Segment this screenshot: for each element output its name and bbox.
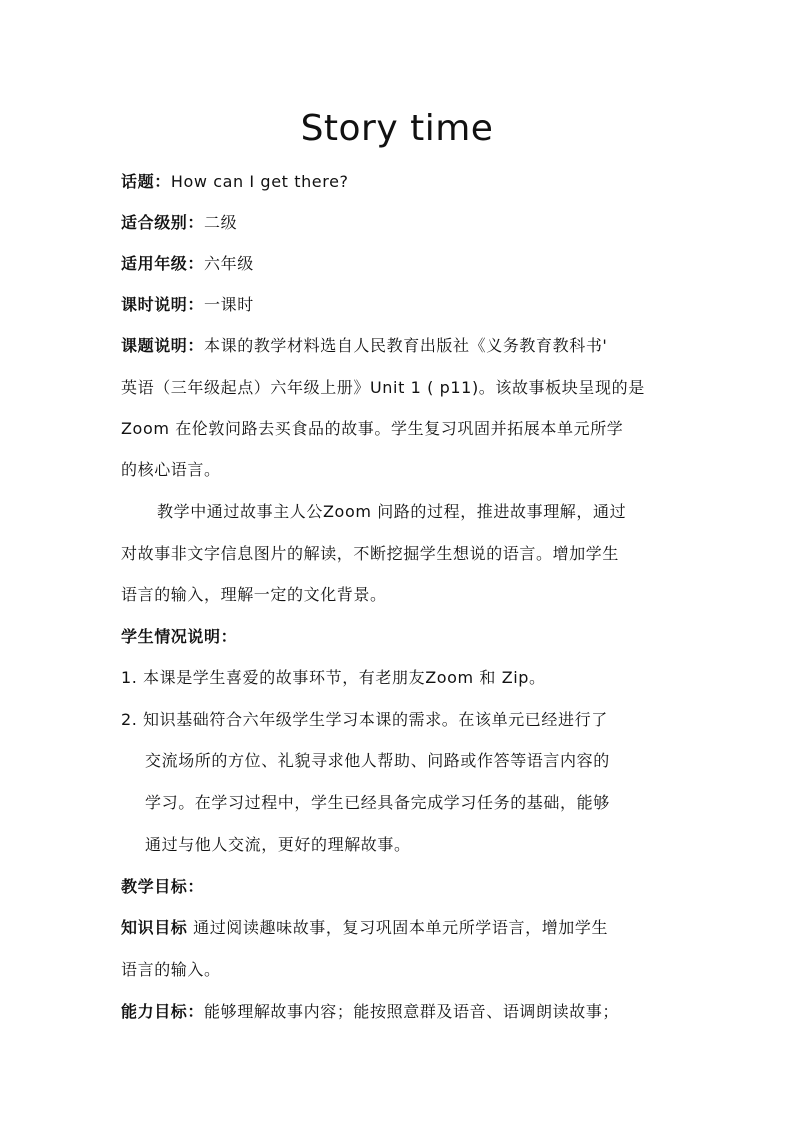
ability-goal-label: 能力目标： — [121, 1002, 205, 1021]
grade-label: 适用年级： — [121, 254, 205, 273]
lesson-text: 本课的教学材料选自人民教育出版社《义务教育教科书' — [204, 336, 608, 355]
students-item-2-line-2: 交流场所的方位、礼貌寻求他人帮助、问路或作答等语言内容的 — [145, 751, 610, 770]
list-item-text: 本课是学生喜爱的故事环节，有老朋友Zoom 和 Zip。 — [143, 668, 546, 687]
students-item-2 — [121, 709, 681, 731]
knowledge-goal-line-1 — [121, 917, 681, 939]
ability-goal-line — [121, 1001, 681, 1023]
level-value: 二级 — [204, 213, 238, 232]
students-heading: 学生情况说明： — [121, 627, 238, 646]
list-item-text: 知识基础符合六年级学生学习本课的需求。在该单元已经进行了 — [143, 710, 608, 729]
lesson-line-3: Zoom 在伦敦问路去买食品的故事。学生复习巩固并拓展本单元所学 — [121, 419, 624, 438]
period-label: 课时说明： — [121, 295, 205, 314]
period-line — [121, 294, 681, 316]
level-line — [121, 212, 681, 234]
period-value: 一课时 — [204, 295, 254, 314]
knowledge-goal-line-2: 语言的输入。 — [121, 960, 221, 979]
lesson-para2-line-1: 教学中通过故事主人公Zoom 问路的过程，推进故事理解，通过 — [157, 502, 627, 521]
lesson-line-1 — [121, 335, 681, 357]
lesson-line-4: 的核心语言。 — [121, 460, 221, 479]
lesson-line-2: 英语（三年级起点）六年级上册》Unit 1 ( p11)。该故事板块呈现的是 — [121, 378, 645, 397]
knowledge-goal-label: 知识目标 — [121, 918, 188, 937]
level-label: 适合级别： — [121, 213, 205, 232]
knowledge-goal-text: 通过阅读趣味故事，复习巩固本单元所学语言，增加学生 — [187, 918, 609, 937]
document-title: Story time — [300, 108, 494, 149]
students-item-2-line-3: 学习。在学习过程中，学生已经具备完成学习任务的基础，能够 — [145, 793, 610, 812]
topic-label: 话题： — [121, 172, 171, 191]
lesson-para2-line-2: 对故事非文字信息图片的解读，不断挖掘学生想说的语言。增加学生 — [121, 544, 620, 563]
topic-value: How can I get there? — [170, 172, 349, 191]
list-number: 2. — [121, 710, 138, 729]
lesson-para2-line-3: 语言的输入，理解一定的文化背景。 — [121, 585, 387, 604]
ability-goal-text: 能够理解故事内容；能按照意群及语音、语调朗读故事； — [204, 1002, 620, 1021]
lesson-label: 课题说明： — [121, 336, 205, 355]
students-item-1 — [121, 667, 681, 689]
list-number: 1. — [121, 668, 138, 687]
topic-line — [121, 171, 681, 193]
students-item-2-line-4: 通过与他人交流，更好的理解故事。 — [145, 835, 411, 854]
grade-value: 六年级 — [204, 254, 254, 273]
goals-heading: 教学目标： — [121, 877, 205, 896]
grade-line — [121, 253, 681, 275]
